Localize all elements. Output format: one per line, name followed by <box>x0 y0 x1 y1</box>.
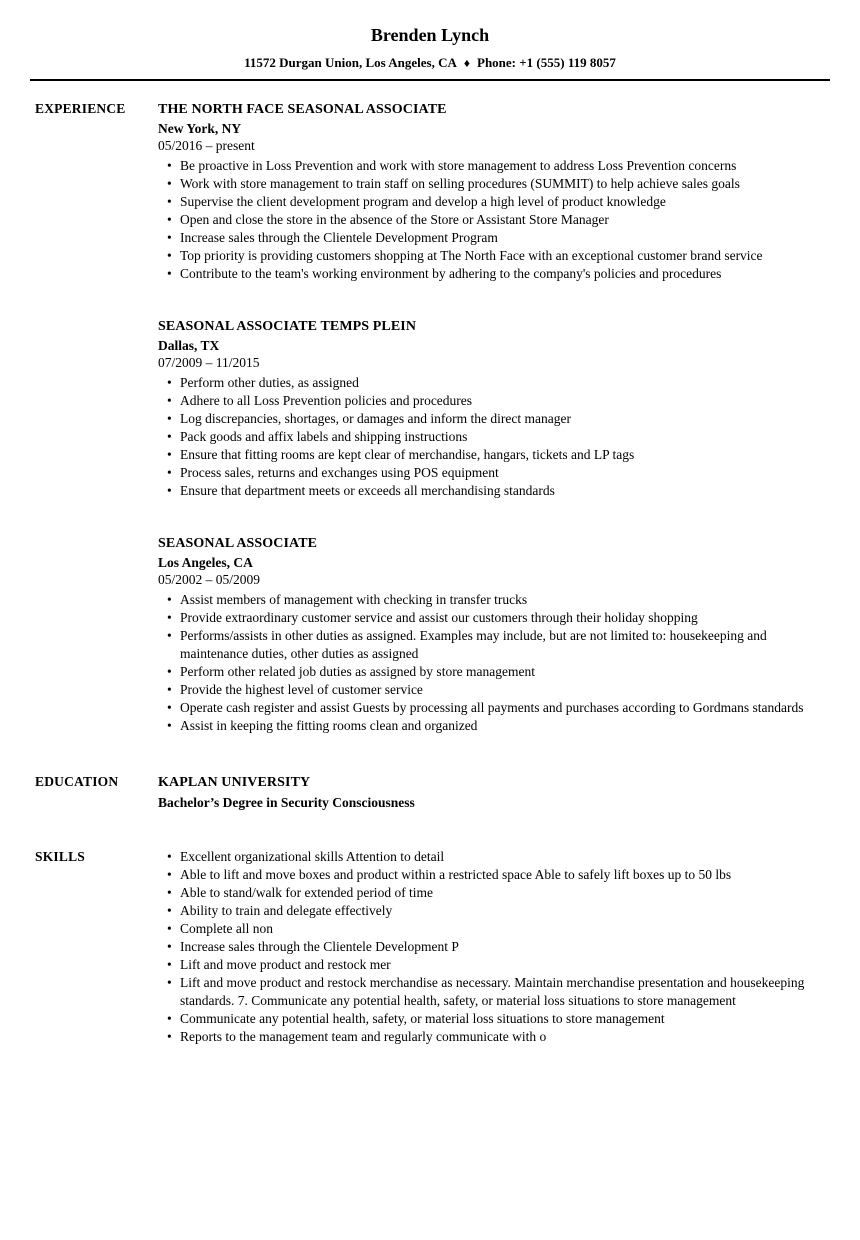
job-dates: 05/2016 – present <box>158 138 255 153</box>
degree-name: Bachelor’s Degree in Security Consciousness <box>158 795 415 810</box>
job-bullet-item: • Process sales, returns and exchanges using POS equipment <box>158 464 832 482</box>
job-title: THE NORTH FACE SEASONAL ASSOCIATE <box>158 102 447 117</box>
job-bullet-item: • Provide the highest level of customer service <box>158 681 832 699</box>
job-location: Dallas, TX <box>158 338 220 353</box>
job-title: SEASONAL ASSOCIATE TEMPS PLEIN <box>158 319 417 334</box>
job-bullet-item: • Performs/assists in other duties as assigned. Examples may include, but are not limited to: housekeeping and maintenance duties, other duties as assigned <box>158 627 832 663</box>
job-bullet-item: • Adhere to all Loss Prevention policies and procedures <box>158 392 832 410</box>
job-location: New York, NY <box>158 121 242 136</box>
job-bullet-item: • Ensure that department meets or exceeds all merchandising standards <box>158 482 832 500</box>
job-bullet-item: • Open and close the store in the absence of the Store or Assistant Store Manager <box>158 211 832 229</box>
job-bullet-item: • Increase sales through the Clientele Development Program <box>158 229 832 247</box>
skill-bullet-item: • Increase sales through the Clientele Development P <box>158 938 832 956</box>
job-bullet-item: • Perform other duties, as assigned <box>158 374 832 392</box>
contact-address: 11572 Durgan Union, Los Angeles, CA <box>244 55 457 70</box>
skill-bullet-item: • Excellent organizational skills Attention to detail <box>158 848 832 866</box>
job-bullet-item: • Contribute to the team's working environment by adhering to the company's policies and procedures <box>158 265 832 283</box>
job-bullet-item: • Pack goods and affix labels and shipping instructions <box>158 428 832 446</box>
skill-bullet-item: • Lift and move product and restock merchandise as necessary. Maintain merchandise presentation and housekeeping standards. 7. Communicate any potential health, safety, or material loss situations to store management <box>158 974 832 1010</box>
job-entry <box>158 317 832 500</box>
job-bullet-item: • Top priority is providing customers shopping at The North Face with an exceptional customer brand service <box>158 247 832 265</box>
job-bullet-item: • Provide extraordinary customer service and assist our customers through their holiday shopping <box>158 609 832 627</box>
job-entry <box>158 534 832 735</box>
skill-bullet-item: • Complete all non <box>158 920 832 938</box>
job-dates: 07/2009 – 11/2015 <box>158 355 260 370</box>
job-bullet-item: • Operate cash register and assist Guests by processing all payments and purchases according to Gordmans standards <box>158 699 832 717</box>
experience-section <box>0 100 860 735</box>
job-bullet-item: • Assist members of management with checking in transfer trucks <box>158 591 832 609</box>
job-title: SEASONAL ASSOCIATE <box>158 536 318 551</box>
skill-bullet-item: • Communicate any potential health, safety, or material loss situations to store management <box>158 1010 832 1028</box>
contact-line <box>0 55 860 71</box>
job-bullet-item: • Supervise the client development program and develop a high level of product knowledge <box>158 193 832 211</box>
header-divider <box>30 79 830 81</box>
experience-entries <box>158 100 832 735</box>
job-bullet-item: • Assist in keeping the fitting rooms clean and organized <box>158 717 832 735</box>
job-location: Los Angeles, CA <box>158 555 253 570</box>
contact-phone: Phone: +1 (555) 119 8057 <box>477 55 616 70</box>
skills-section <box>0 848 860 1046</box>
skill-bullet-item: • Reports to the management team and regularly communicate with o <box>158 1028 832 1046</box>
job-bullet-list <box>158 374 832 500</box>
job-entry <box>158 100 832 283</box>
job-bullet-item: • Be proactive in Loss Prevention and work with store management to address Loss Prevention concerns <box>158 157 832 175</box>
diamond-separator-icon: ♦ <box>463 56 470 70</box>
education-entry <box>158 773 832 812</box>
job-bullet-list <box>158 591 832 735</box>
section-label-experience: EXPERIENCE <box>35 101 126 116</box>
skills-bullet-list <box>158 848 832 1046</box>
school-name: KAPLAN UNIVERSITY <box>158 775 311 790</box>
skill-bullet-item: • Ability to train and delegate effectively <box>158 902 832 920</box>
resume-header <box>0 0 860 81</box>
skill-bullet-item: • Lift and move product and restock mer <box>158 956 832 974</box>
education-section <box>0 773 860 812</box>
job-bullet-item: • Ensure that fitting rooms are kept clear of merchandise, hangars, tickets and LP tags <box>158 446 832 464</box>
skill-bullet-item: • Able to stand/walk for extended period of time <box>158 884 832 902</box>
job-bullet-item: • Perform other related job duties as assigned by store management <box>158 663 832 681</box>
job-bullet-list <box>158 157 832 283</box>
skill-bullet-item: • Able to lift and move boxes and product within a restricted space Able to safely lift boxes up to 50 lbs <box>158 866 832 884</box>
skills-entries <box>158 848 832 1046</box>
person-name: Brenden Lynch <box>370 25 490 45</box>
job-bullet-item: • Work with store management to train staff on selling procedures (SUMMIT) to help achieve sales goals <box>158 175 832 193</box>
job-dates: 05/2002 – 05/2009 <box>158 572 261 587</box>
job-bullet-item: • Log discrepancies, shortages, or damages and inform the direct manager <box>158 410 832 428</box>
section-label-education: EDUCATION <box>35 774 119 789</box>
section-label-skills: SKILLS <box>35 849 85 864</box>
resume-body <box>0 100 860 1046</box>
